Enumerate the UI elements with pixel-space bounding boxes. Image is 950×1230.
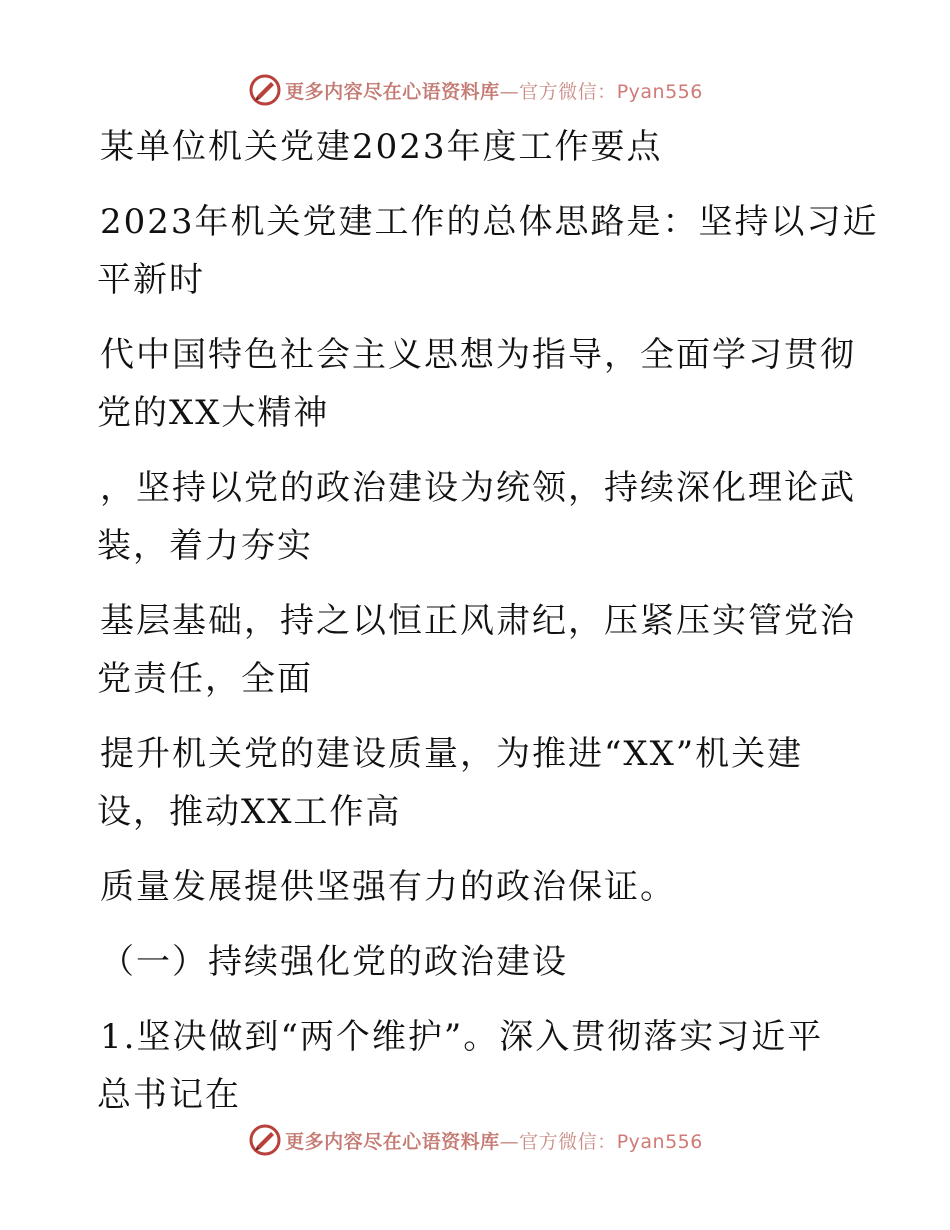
text-line: 装，着力夯实 <box>97 526 313 566</box>
text-line: 1.坚决做到“两个维护”。深入贯彻落实习近平 <box>100 1017 824 1057</box>
text-line: 平新时 <box>97 260 205 300</box>
text-line: ，坚持以党的政治建设为统领，持续深化理论武 <box>100 468 856 508</box>
text-line: 质量发展提供坚强有力的政治保证。 <box>100 867 676 907</box>
text-line: 基层基础，持之以恒正风肃纪，压紧压实管党治 <box>100 601 856 641</box>
text-line: 总书记在 <box>97 1075 241 1115</box>
text-line: 党责任，全面 <box>97 659 313 699</box>
text-line: 设，推动XX工作高 <box>97 792 402 832</box>
text-line: 党的XX大精神 <box>97 393 330 433</box>
text-line: 2023年机关党建工作的总体思路是：坚持以习近 <box>100 202 879 242</box>
footer-watermark <box>0 1120 950 1160</box>
text-line: 提升机关党的建设质量，为推进“XX”机关建 <box>100 734 804 774</box>
watermark-text: 更多内容尽在心语资料库—官方微信：Pyan556 <box>285 80 703 103</box>
section-heading: （一）持续强化党的政治建设 <box>100 942 568 982</box>
text-line: 代中国特色社会主义思想为指导，全面学习贯彻 <box>100 335 856 375</box>
watermark-text: 更多内容尽在心语资料库—官方微信：Pyan556 <box>285 1130 703 1153</box>
document-title: 某单位机关党建2023年度工作要点 <box>100 127 663 167</box>
pen-logo-icon <box>247 1122 283 1158</box>
